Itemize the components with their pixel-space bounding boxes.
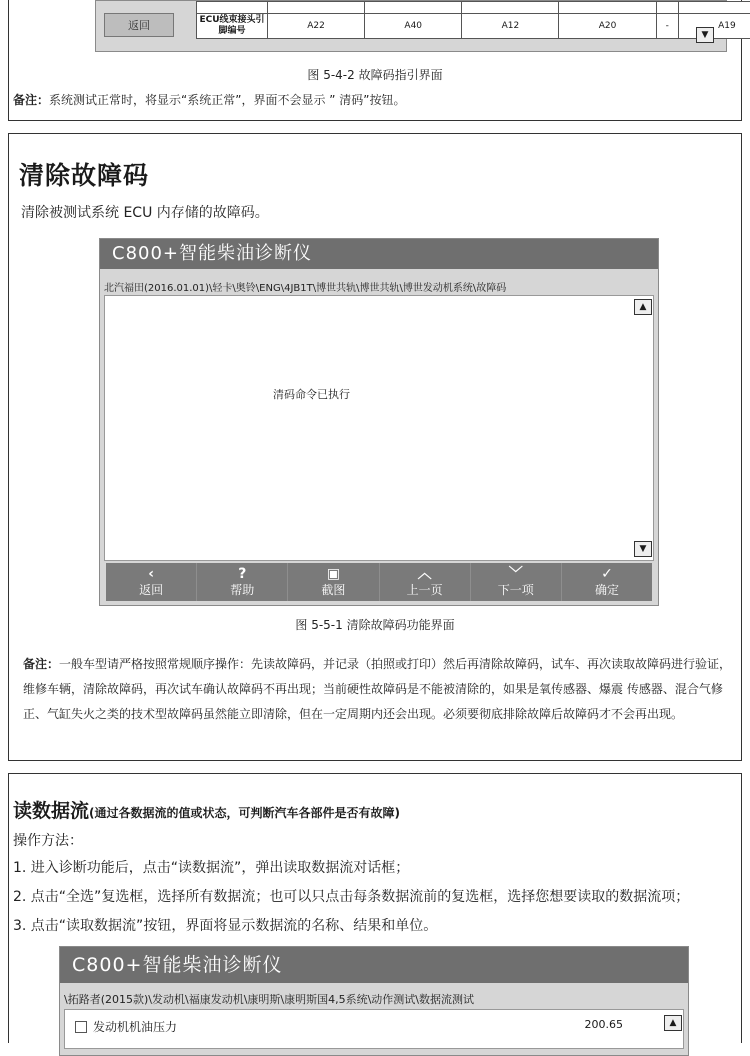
back-button[interactable]	[106, 563, 197, 601]
data-name: 发动机机油压力	[93, 1020, 178, 1034]
section-title-note: (通过各数据流的值或状态，可判断汽车各部件是否有故障)	[89, 806, 400, 820]
chevron-down-icon: ﹀	[508, 565, 523, 582]
result-area	[104, 295, 654, 561]
data-value: 200.65	[584, 1018, 623, 1031]
help-button[interactable]	[197, 563, 288, 601]
nav-label: 帮助	[230, 582, 255, 597]
steps-list	[13, 854, 737, 941]
question-icon: ?	[238, 565, 247, 582]
scroll-up-icon[interactable]: ▲	[664, 1015, 682, 1031]
pin-cell: -	[656, 14, 678, 39]
scroll-up-icon[interactable]: ▲	[634, 299, 652, 315]
step-item: 3. 点击“读取数据流”按钮，界面将显示数据流的名称、结果和单位。	[13, 918, 438, 934]
nav-label: 确定	[594, 582, 619, 597]
scroll-down-icon[interactable]: ▼	[696, 27, 714, 43]
screenshot-button[interactable]	[288, 563, 379, 601]
note	[13, 88, 406, 113]
pin-cell: A20	[559, 14, 656, 39]
chevron-up-icon: ︿	[417, 565, 432, 582]
next-item-button[interactable]	[471, 563, 562, 601]
nav-label: 上一页	[406, 582, 443, 597]
breadcrumb: \拓路者(2015款)\发动机\福康发动机\康明斯\康明斯国4,5系统\动作测试\数据流测试	[64, 993, 475, 1006]
app-title: C800+智能柴油诊断仪	[100, 239, 658, 269]
note-label: 备注：	[23, 657, 60, 671]
figure-caption: 图 5-5-1 清除故障码功能界面	[295, 618, 455, 632]
pin-cell: A19	[678, 14, 750, 39]
data-list	[64, 1009, 684, 1049]
prev-page-button[interactable]	[380, 563, 471, 601]
note	[23, 652, 733, 727]
fault-guide-screen	[95, 0, 736, 52]
pin-cell: A40	[365, 14, 462, 39]
bottom-toolbar	[106, 563, 652, 601]
clear-fault-code-panel	[8, 133, 742, 761]
section-title: 清除故障码	[19, 161, 150, 190]
breadcrumb: 北汽福田(2016.01.01)\轻卡\奥铃\ENG\4JB1T\博世共轨\博世共轨\博世发动机系统\故障码	[104, 283, 507, 294]
read-data-stream-panel	[8, 773, 742, 1043]
chevron-left-icon: ‹	[148, 565, 154, 582]
nav-label: 下一项	[497, 582, 534, 597]
step-item: 1. 进入诊断功能后，点击“读数据流”，弹出读取数据流对话框；	[13, 860, 410, 876]
result-message: 清码命令已执行	[273, 388, 350, 401]
data-stream-screen	[59, 946, 689, 1056]
figure-caption: 图 5-4-2 故障码指引界面	[307, 68, 443, 82]
note-text: 一般车型请严格按照常规顺序操作：先读故障码，并记录（拍照或打印）然后再清除故障码，试车、再次读取故障码进行验证，维修车辆，清除故障码，再次试车确认故障码不再出现；当前硬性故障码是不能被清除的，如果是氧传感器、爆震 传感器、混合气修正、气缸失火之类的技术型故障码虽然能立即清除，但在一定周期内还会出现。必须要彻底排除故障后故障码才不会再出现。	[23, 657, 732, 721]
fault-guide-panel	[8, 0, 742, 121]
ecu-pin-table	[196, 1, 750, 39]
row-checkbox[interactable]	[75, 1021, 87, 1033]
table-header-pin: ECU线束接头引脚编号	[197, 14, 268, 39]
step-item: 2. 点击“全选”复选框，选择所有数据流；也可以只点击每条数据流前的复选框，选择您想要读取的数据流项；	[13, 889, 690, 905]
nav-label: 返回	[139, 582, 164, 597]
diagnostic-screen	[99, 238, 659, 606]
back-button[interactable]: 返回	[104, 13, 174, 37]
scroll-down-icon[interactable]: ▼	[634, 541, 652, 557]
section-subtitle: 清除被测试系统 ECU 内存储的故障码。	[21, 205, 269, 221]
screenshot-icon: ▣	[326, 565, 341, 582]
note-label: 备注：	[13, 93, 50, 107]
nav-label: 截图	[321, 582, 346, 597]
check-icon: ✓	[601, 565, 613, 582]
note-text: 系统测试正常时，将显示“系统正常”，界面不会显示 ” 清码”按钮。	[49, 93, 406, 107]
section-title: 读数据流	[13, 800, 90, 822]
pin-cell: A22	[268, 14, 365, 39]
section-heading	[13, 796, 400, 823]
pin-cell: A12	[462, 14, 559, 39]
data-row[interactable]	[75, 1018, 177, 1035]
app-title: C800+智能柴油诊断仪	[60, 947, 688, 983]
method-label: 操作方法：	[13, 833, 83, 849]
confirm-button[interactable]	[562, 563, 652, 601]
